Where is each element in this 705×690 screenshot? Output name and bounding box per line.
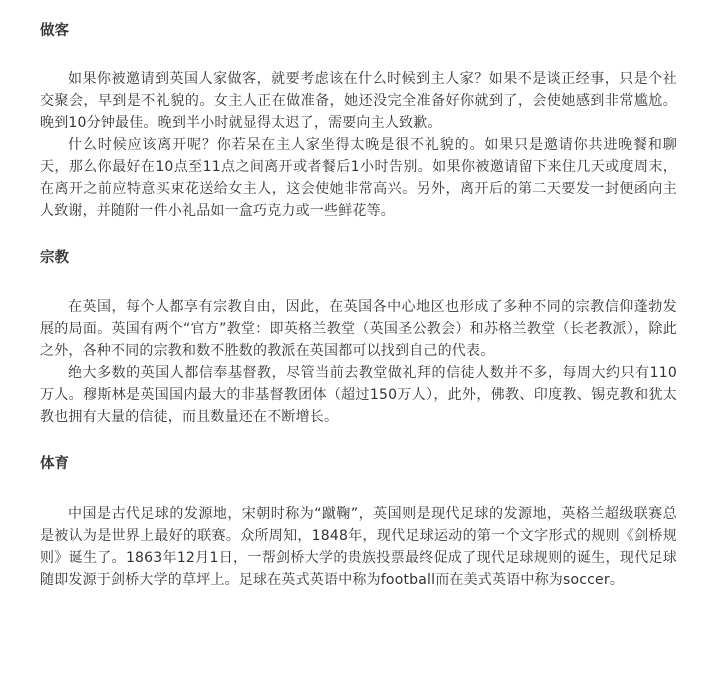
section-sports <box>40 428 677 591</box>
paragraph-sports-football: 中国是古代足球的发源地，宋朝时称为“蹴鞠”，英国则是现代足球的发源地，英格兰超级联赛总是被认为是世界上最好的联赛。众所周知，1848年，现代足球运动的第一个文字形式的规则《剑桥规则》诞生了。1863年12月1日，一帮剑桥大学的贵族投票最终促成了现代足球规则的诞生，现代足球随即发源于剑桥大学的草坪上。足球在英式英语中称为football而在美式英语中称为soccer。 <box>40 506 677 588</box>
section-visiting <box>40 0 677 222</box>
paragraph-visiting-arrival: 如果你被邀请到英国人家做客，就要考虑该在什么时候到主人家？如果不是谈正经事，只是个社交聚会，早到是不礼貌的。女主人正在做准备，她还没完全准备好你就到了，会使她感到非常尴尬。晚到10分钟最佳。晚到半小时就显得太迟了，需要向主人致歉。 <box>40 71 677 131</box>
paragraph-religion-christianity: 绝大多数的英国人都信奉基督教，尽管当前去教堂做礼拜的信徒人数并不多，每周大约只有110万人。穆斯林是英国国内最大的非基督教团体（超过150万人），此外，佛教、印度教、锡克教和犹太教也拥有大量的信徒，而且数量还在不断增长。 <box>40 365 677 425</box>
section-title-sports: 体育 <box>40 456 69 472</box>
section-title-visiting: 做客 <box>40 23 69 39</box>
paragraph-religion-freedom: 在英国，每个人都享有宗教自由，因此，在英国各中心地区也形成了多种不同的宗教信仰蓬勃发展的局面。英国有两个“官方”教堂：即英格兰教堂（英国圣公教会）和苏格兰教堂（长老教派），除此之外，各种不同的宗教和数不胜数的教派在英国都可以找到自己的代表。 <box>40 299 677 359</box>
section-religion <box>40 222 677 428</box>
paragraph-visiting-departure: 什么时候应该离开呢？你若呆在主人家坐得太晚是很不礼貌的。如果只是邀请你共进晚餐和聊天，那么你最好在10点至11点之间离开或者餐后1小时告别。如果你被邀请留下来住几天或度周末，在离开之前应特意买束花送给女主人，这会使她非常高兴。另外，离开后的第二天要发一封便函向主人致谢，并随附一件小礼品如一盒巧克力或一些鲜花等。 <box>40 137 677 219</box>
section-title-religion: 宗教 <box>40 250 69 266</box>
